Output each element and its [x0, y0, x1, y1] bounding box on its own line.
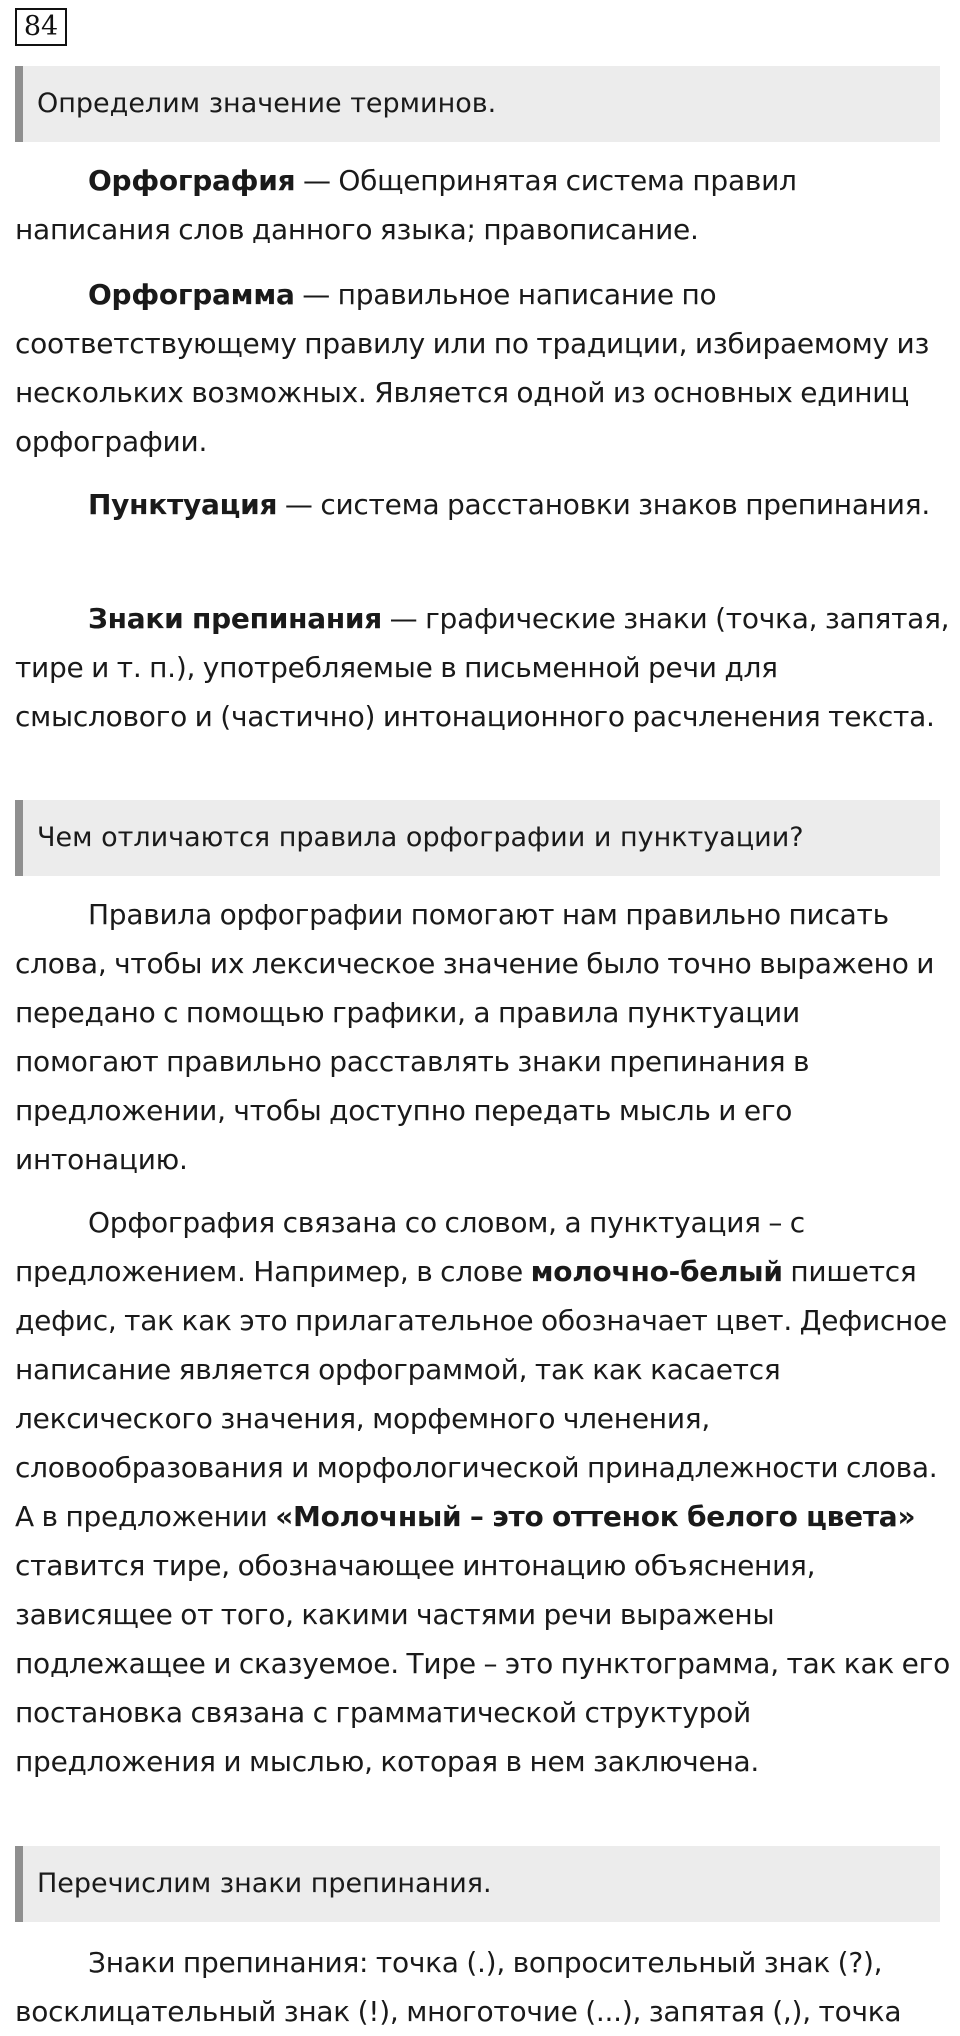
answer-text: ставится тире, обозначающее интонацию объяснения, зависящее от того, какими частями речи выражены подлежащее и сказуемое. Тире – это пунктограмма, так как его постановка связана с грамматической структурой предложения и мыслью, которая в нем заключена.	[15, 1549, 950, 1778]
bold-example-word: молочно-белый	[530, 1255, 783, 1288]
bold-example-sentence: «Молочный – это оттенок белого цвета»	[275, 1500, 916, 1533]
term: Знаки препинания	[88, 602, 383, 635]
definition-text: — графические знаки (точка, запятая, тире и т. п.), употребляемые в письменной речи для смыслового и (частично) интонационного расчленения текста.	[15, 602, 950, 733]
definition-text: — правильное написание по соответствующему правилу или по традиции, избираемому из нескольких возможных. Является одной из основных единиц орфографии.	[15, 278, 930, 458]
definition-orthogram	[15, 270, 950, 466]
definition-punctuation	[15, 480, 950, 529]
task-number: 84	[15, 8, 67, 46]
definition-text: — Общепринятая система правил написания слов данного языка; правописание.	[15, 164, 797, 246]
answer-paragraph-2	[15, 1198, 950, 1786]
answer-text: Орфография связана со словом, а пунктуация – с предложением. Например, в слове	[15, 1206, 805, 1288]
question-1: Определим значение терминов.	[15, 66, 940, 142]
question-3: Перечислим знаки препинания.	[15, 1846, 940, 1922]
term: Пунктуация	[88, 488, 278, 521]
answer-paragraph-3: Знаки препинания: точка (.), вопросительный знак (?), восклицательный знак (!), многоточие (...), запятая (,), точка	[15, 1946, 902, 2028]
question-2: Чем отличаются правила орфографии и пунктуации?	[15, 800, 940, 876]
answer-text: пишется дефис, так как это прилагательное обозначает цвет. Дефисное написание является орфограммой, так как касается лексического значения, морфемного членения, словообразования и морфологической принадлежности слова. А в предложении	[15, 1255, 947, 1533]
term: Орфография	[88, 164, 296, 197]
definition-orthography	[15, 156, 950, 254]
definition-punctuation-marks	[15, 594, 950, 741]
definition-text: — система расстановки знаков препинания.	[277, 488, 930, 521]
term: Орфограмма	[88, 278, 295, 311]
answer-paragraph-1: Правила орфографии помогают нам правильно писать слова, чтобы их лексическое значение было точно выражено и передано с помощью графики, а правила пунктуации помогают правильно расставлять знаки препинания в предложении, чтобы доступно передать мысль и его интонацию.	[15, 898, 935, 1176]
